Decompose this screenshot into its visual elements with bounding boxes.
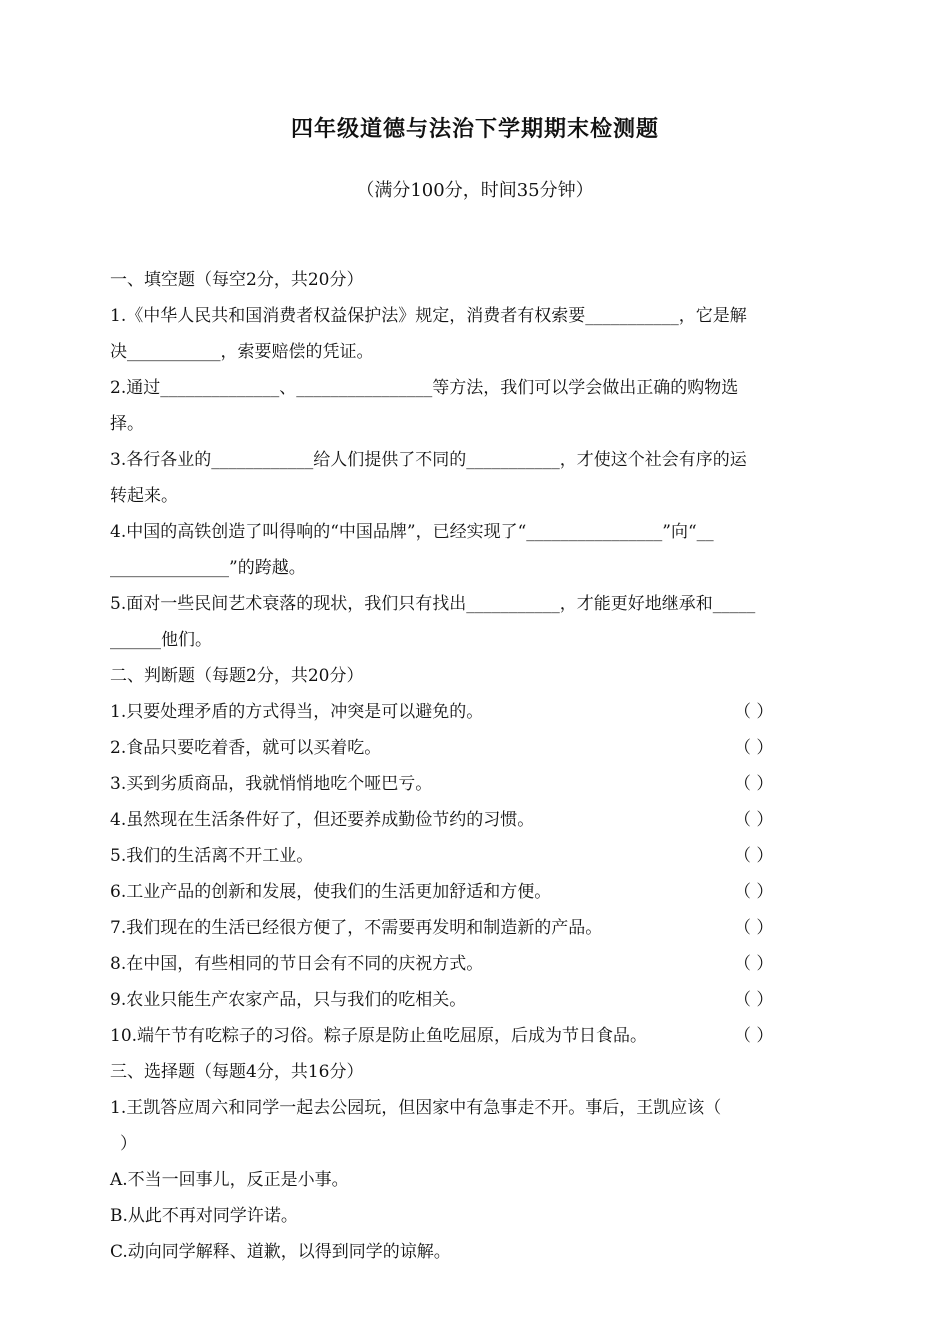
judgment-text: 5.我们的生活离不开工业。 — [110, 846, 314, 866]
answer-paren: （ ） — [734, 918, 774, 938]
judgment-item — [110, 982, 842, 1018]
judgment-text: 4.虽然现在生活条件好了，但还要养成勤俭节约的习惯。 — [110, 810, 535, 830]
judgment-item — [110, 838, 842, 874]
section-heading: 三、选择题（每题4分，共16分） — [110, 1062, 364, 1082]
judgment-text: 3.买到劣质商品，我就悄悄地吃个哑巴亏。 — [110, 774, 433, 794]
answer-paren: （ ） — [734, 1026, 774, 1046]
judgment-item — [110, 694, 842, 730]
judgment-text: 2.食品只要吃着香，就可以买着吃。 — [110, 738, 382, 758]
section-heading: 二、判断题（每题2分，共20分） — [110, 666, 364, 686]
choice-option-c: C.动向同学解释、道歉，以得到同学的谅解。 — [110, 1242, 451, 1262]
answer-paren: （ ） — [734, 810, 774, 830]
fill-blank-line: 决___________，索要赔偿的凭证。 — [110, 342, 374, 362]
judgment-item — [110, 946, 842, 982]
page-title: 四年级道德与法治下学期期末检测题 — [290, 116, 659, 142]
fill-blank-line: 3.各行各业的____________给人们提供了不同的___________，才使这个社会有序的运 — [110, 450, 747, 470]
judgment-text: 8.在中国，有些相同的节日会有不同的庆祝方式。 — [110, 954, 484, 974]
fill-blank-line: ______他们。 — [110, 630, 212, 650]
choice-question-cont: ） — [120, 1134, 137, 1154]
choice-option-a: A.不当一回事儿，反正是小事。 — [110, 1170, 349, 1190]
answer-paren: （ ） — [734, 882, 774, 902]
judgment-item — [110, 766, 842, 802]
fill-blank-line: ______________”的跨越。 — [110, 558, 306, 578]
judgment-item — [110, 802, 842, 838]
answer-paren: （ ） — [734, 990, 774, 1010]
choice-option-b: B.从此不再对同学许诺。 — [110, 1206, 298, 1226]
fill-blank-line: 4.中国的高铁创造了叫得响的“中国品牌”，已经实现了“________________”向“__ — [110, 522, 714, 542]
choice-question: 1.王凯答应周六和同学一起去公园玩，但因家中有急事走不开。事后，王凯应该（ — [110, 1098, 722, 1118]
judgment-item — [110, 910, 842, 946]
fill-blank-line: 择。 — [110, 414, 144, 434]
fill-blank-line: 5.面对一些民间艺术衰落的现状，我们只有找出___________，才能更好地继承和_____ — [110, 594, 756, 614]
judgment-text: 9.农业只能生产农家产品，只与我们的吃相关。 — [110, 990, 467, 1010]
answer-paren: （ ） — [734, 846, 774, 866]
section-heading: 一、填空题（每空2分，共20分） — [110, 270, 364, 290]
judgment-text: 7.我们现在的生活已经很方便了，不需要再发明和制造新的产品。 — [110, 918, 603, 938]
judgment-item — [110, 1018, 842, 1054]
judgment-text: 10.端午节有吃粽子的习俗。粽子原是防止鱼吃屈原，后成为节日食品。 — [110, 1026, 648, 1046]
judgment-item — [110, 730, 842, 766]
fill-blank-line: 转起来。 — [110, 486, 178, 506]
judgment-text: 1.只要处理矛盾的方式得当，冲突是可以避免的。 — [110, 702, 484, 722]
answer-paren: （ ） — [734, 738, 774, 758]
fill-blank-line: 1.《中华人民共和国消费者权益保护法》规定，消费者有权索要___________，它是解 — [110, 306, 747, 326]
exam-content — [110, 262, 842, 1270]
page-subtitle: （满分100分，时间35分钟） — [356, 180, 594, 201]
answer-paren: （ ） — [734, 702, 774, 722]
judgment-text: 6.工业产品的创新和发展，使我们的生活更加舒适和方便。 — [110, 882, 552, 902]
judgment-item — [110, 874, 842, 910]
answer-paren: （ ） — [734, 954, 774, 974]
answer-paren: （ ） — [734, 774, 774, 794]
fill-blank-line: 2.通过______________、________________等方法，我们可以学会做出正确的购物选 — [110, 378, 739, 398]
